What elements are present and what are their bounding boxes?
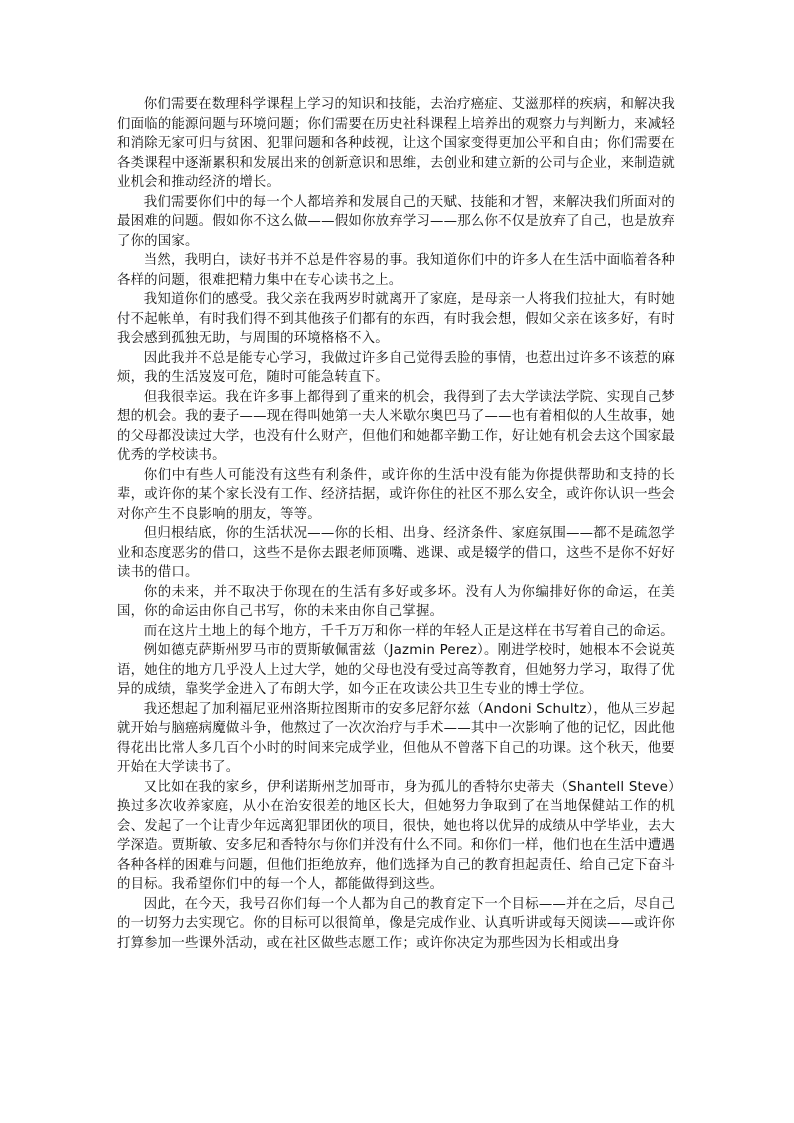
paragraph: 你的未来，并不取决于你现在的生活有多好或多坏。没有人为你编排好你的命运，在美国，你的命运由你自己书写，你的未来由你自己掌握。 [117, 584, 675, 619]
paragraph: 而在这片土地上的每个地方，千千万万和你一样的年轻人正是这样在书写着自己的命运。 [143, 623, 674, 639]
paragraph: 例如德克萨斯州罗马市的贾斯敏佩雷兹（Jazmin Perez）。刚进学校时，她根本不会说英语，她住的地方几乎没人上过大学，她的父母也没有受过高等教育，但她努力学习，取得了优异的成绩，靠奖学金进入了布朗大学，如今正在攻读公共卫生专业的博士学位。 [117, 643, 675, 697]
paragraph: 我知道你们的感受。我父亲在我两岁时就离开了家庭，是母亲一人将我们拉扯大，有时她付不起帐单，有时我们得不到其他孩子们都有的东西，有时我会想，假如父亲在该多好，有时我会感到孤独无助，与周围的环境格格不入。 [117, 292, 675, 346]
paragraph: 当然，我明白，读好书并不总是件容易的事。我知道你们中的许多人在生活中面临着各种各样的问题，很难把精力集中在专心读书之上。 [117, 253, 675, 288]
paragraph: 又比如在我的家乡，伊利诺斯州芝加哥市，身为孤儿的香特尔史蒂夫（Shantell Steve）换过多次收养家庭，从小在治安很差的地区长大，但她努力争取到了在当地保健站工作的机会、发起了一个让青少年远离犯罪团伙的项目，很快，她也将以优异的成绩从中学毕业，去大学深造。贾斯敏、安多尼和香特尔与你们并没有什么不同。和你们一样，他们也在生活中遭遇各种各样的困难与问题，但他们拒绝放弃，他们选择为自己的教育担起责任、给自己定下奋斗的目标。我希望你们中的每一个人，都能做得到这些。 [117, 779, 675, 892]
paragraph: 但归根结底，你的生活状况——你的长相、出身、经济条件、家庭氛围——都不是疏忽学业和态度恶劣的借口，这些不是你去跟老师顶嘴、逃课、或是辍学的借口，这些不是你不好好读书的借口。 [117, 526, 675, 580]
paragraph: 我还想起了加利福尼亚州洛斯拉图斯市的安多尼舒尔兹（Andoni Schultz），他从三岁起就开始与脑癌病魔做斗争，他熬过了一次次治疗与手术——其中一次影响了他的记忆，因此他得花出比常人多几百个小时的时间来完成学业，但他从不曾落下自己的功课。这个秋天，他要开始在大学读书了。 [117, 701, 675, 775]
paragraph: 你们需要在数理科学课程上学习的知识和技能，去治疗癌症、艾滋那样的疾病，和解决我们面临的能源问题与环境问题；你们需要在历史社科课程上培养出的观察力与判断力，来减轻和消除无家可归与贫困、犯罪问题和各种歧视，让这个国家变得更加公平和自由；你们需要在各类课程中逐渐累积和发展出来的创新意识和思维，去创业和建立新的公司与企业，来制造就业机会和推动经济的增长。 [117, 97, 675, 190]
paragraph: 你们中有些人可能没有这些有利条件，或许你的生活中没有能为你提供帮助和支持的长辈，或许你的某个家长没有工作、经济拮据，或许你住的社区不那么安全，或许你认识一些会对你产生不良影响的朋友，等等。 [117, 467, 675, 522]
paragraph: 但我很幸运。我在许多事上都得到了重来的机会，我得到了去大学读法学院、实现自己梦想的机会。我的妻子——现在得叫她第一夫人米歇尔奥巴马了——也有着相似的人生故事，她的父母都没读过大学，也没有什么财产，但他们和她都辛勤工作，好让她有机会去这个国家最优秀的学校读书。 [117, 389, 675, 463]
document-body [117, 95, 675, 953]
paragraph: 因此我并不总是能专心学习，我做过许多自己觉得丢脸的事情，也惹出过许多不该惹的麻烦，我的生活岌岌可危，随时可能急转直下。 [117, 350, 675, 385]
paragraph: 我们需要你们中的每一个人都培养和发展自己的天赋、技能和才智，来解决我们所面对的最困难的问题。假如你不这么做——假如你放弃学习——那么你不仅是放弃了自己，也是放弃了你的国家。 [117, 194, 675, 249]
paragraph: 因此，在今天，我号召你们每一个人都为自己的教育定下一个目标——并在之后，尽自己的一切努力去实现它。你的目标可以很简单，像是完成作业、认真听讲或每天阅读——或许你打算参加一些课外活动，或在社区做些志愿工作；或许你决定为那些因为长相或出身 [117, 896, 675, 951]
